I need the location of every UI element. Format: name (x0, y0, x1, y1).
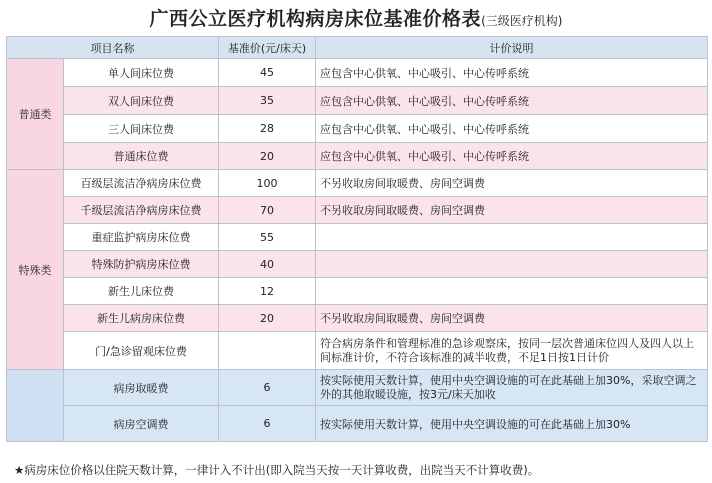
table-row (7, 332, 708, 370)
row-price: 6 (219, 406, 316, 442)
row-price: 70 (219, 197, 316, 224)
footnote: ★病房床位价格以住院天数计算，一律计入不计出(即入院当天按一天计算收费，出院当天不计算收费)。 (14, 463, 540, 477)
table-row (7, 224, 708, 251)
row-name: 新生儿病房床位费 (64, 305, 219, 332)
table-row (7, 197, 708, 224)
title-main: 广西公立医疗机构病房床位基准价格表 (149, 8, 482, 30)
table-row (7, 143, 708, 170)
header-price: 基准价(元/床天) (219, 37, 316, 59)
row-price: 35 (219, 87, 316, 115)
row-price: 55 (219, 224, 316, 251)
category-empty (7, 370, 64, 442)
table-row (7, 170, 708, 197)
table-row (7, 115, 708, 143)
row-price: 40 (219, 251, 316, 278)
row-price: 28 (219, 115, 316, 143)
table-row (7, 406, 708, 442)
title-sub: (三级医疗机构) (481, 14, 563, 28)
table-row (7, 278, 708, 305)
row-note: 不另收取房间取暖费、房间空调费 (316, 197, 708, 224)
row-price: 45 (219, 59, 316, 87)
row-note (316, 251, 708, 278)
row-note: 应包含中心供氧、中心吸引、中心传呼系统 (316, 143, 708, 170)
row-price: 20 (219, 143, 316, 170)
row-price: 12 (219, 278, 316, 305)
category-general: 普通类 (7, 59, 64, 170)
row-name: 单人间床位费 (64, 59, 219, 87)
row-note (316, 278, 708, 305)
table-row (7, 251, 708, 278)
row-price: 100 (219, 170, 316, 197)
row-name: 三人间床位费 (64, 115, 219, 143)
row-note: 应包含中心供氧、中心吸引、中心传呼系统 (316, 115, 708, 143)
row-name: 门/急诊留观床位费 (64, 332, 219, 370)
row-note: 符合病房条件和管理标准的急诊观察床，按同一层次普通床位四人及四人以上间标准计价，不符合该标准的减半收费，不足1日按1日计价 (316, 332, 708, 370)
row-note: 不另收取房间取暖费、房间空调费 (316, 170, 708, 197)
row-note: 按实际使用天数计算，使用中央空调设施的可在此基础上加30% (316, 406, 708, 442)
row-note: 应包含中心供氧、中心吸引、中心传呼系统 (316, 59, 708, 87)
table-row (7, 87, 708, 115)
row-note: 应包含中心供氧、中心吸引、中心传呼系统 (316, 87, 708, 115)
row-name: 百级层流洁净病房床位费 (64, 170, 219, 197)
row-name: 重症监护病房床位费 (64, 224, 219, 251)
row-name: 新生儿床位费 (64, 278, 219, 305)
header-note: 计价说明 (316, 37, 708, 59)
row-note: 不另收取房间取暖费、房间空调费 (316, 305, 708, 332)
header-row (7, 37, 708, 59)
row-price (219, 332, 316, 370)
category-special: 特殊类 (7, 170, 64, 370)
header-name: 项目名称 (7, 37, 219, 59)
page-title (0, 4, 712, 31)
row-name: 普通床位费 (64, 143, 219, 170)
row-name: 病房取暖费 (64, 370, 219, 406)
row-name: 千级层流洁净病房床位费 (64, 197, 219, 224)
row-price: 20 (219, 305, 316, 332)
price-table (6, 36, 708, 442)
table-row (7, 370, 708, 406)
table-row (7, 305, 708, 332)
row-name: 病房空调费 (64, 406, 219, 442)
row-name: 特殊防护病房床位费 (64, 251, 219, 278)
row-note (316, 224, 708, 251)
row-name: 双人间床位费 (64, 87, 219, 115)
row-price: 6 (219, 370, 316, 406)
table-row (7, 59, 708, 87)
row-note: 按实际使用天数计算，使用中央空调设施的可在此基础上加30%，采取空调之外的其他取暖设施，按3元/床天加收 (316, 370, 708, 406)
